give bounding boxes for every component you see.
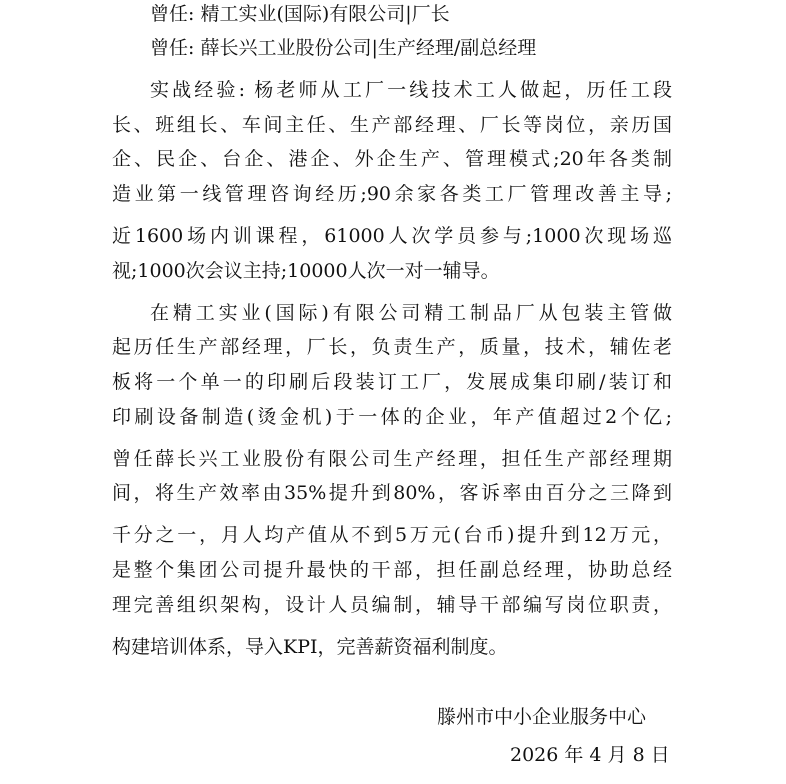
header-line-1: 曾任: 精工实业(国际)有限公司|厂长 <box>150 3 450 25</box>
paragraph1-line-6: 视;1000次会议主持;10000人次一对一辅导。 <box>112 260 500 282</box>
paragraph2-line-7: 千分之一，月人均产值从不到5万元(台币)提升到12万元， <box>112 524 672 546</box>
paragraph2-line-1: 在精工实业(国际)有限公司精工制品厂从包装主管做 <box>150 302 672 324</box>
paragraph2-line-8: 是整个集团公司提升最快的干部，担任副总经理，协助总经 <box>112 559 672 581</box>
paragraph1-line-4: 造业第一线管理咨询经历;90余家各类工厂管理改善主导; <box>112 183 672 205</box>
paragraph2-line-5: 曾任薛长兴工业股份有限公司生产经理，担任生产部经理期 <box>112 448 672 470</box>
paragraph1-line-3: 企、民企、台企、港企、外企生产、管理模式;20年各类制 <box>112 148 672 170</box>
paragraph2-line-6: 间，将生产效率由35%提升到80%，客诉率由百分之三降到 <box>112 482 672 504</box>
paragraph2-line-2: 起历任生产部经理，厂长，负责生产，质量，技术，辅佐老 <box>112 336 672 358</box>
paragraph1-line-5: 近1600场内训课程，61000人次学员参与;1000次现场巡 <box>112 225 672 247</box>
paragraph1-line-1: 实战经验: 杨老师从工厂一线技术工人做起，历任工段 <box>150 79 672 101</box>
paragraph2-line-9: 理完善组织架构，设计人员编制，辅导干部编写岗位职责， <box>112 594 672 616</box>
paragraph2-line-3: 板将一个单一的印刷后段装订工厂，发展成集印刷/装订和 <box>112 371 672 393</box>
header-line-2: 曾任: 薛长兴工业股份公司|生产经理/副总经理 <box>150 37 537 59</box>
paragraph2-line-10: 构建培训体系，导入KPI，完善薪资福利制度。 <box>112 636 508 658</box>
paragraph1-line-2: 长、班组长、车间主任、生产部经理、厂长等岗位，亲历国 <box>112 114 672 136</box>
signature-organization: 滕州市中小企业服务中心 <box>437 706 647 728</box>
paragraph2-line-4: 印刷设备制造(烫金机)于一体的企业，年产值超过2个亿; <box>112 406 672 428</box>
signature-date: 2026 年 4 月 8 日 <box>510 744 670 766</box>
